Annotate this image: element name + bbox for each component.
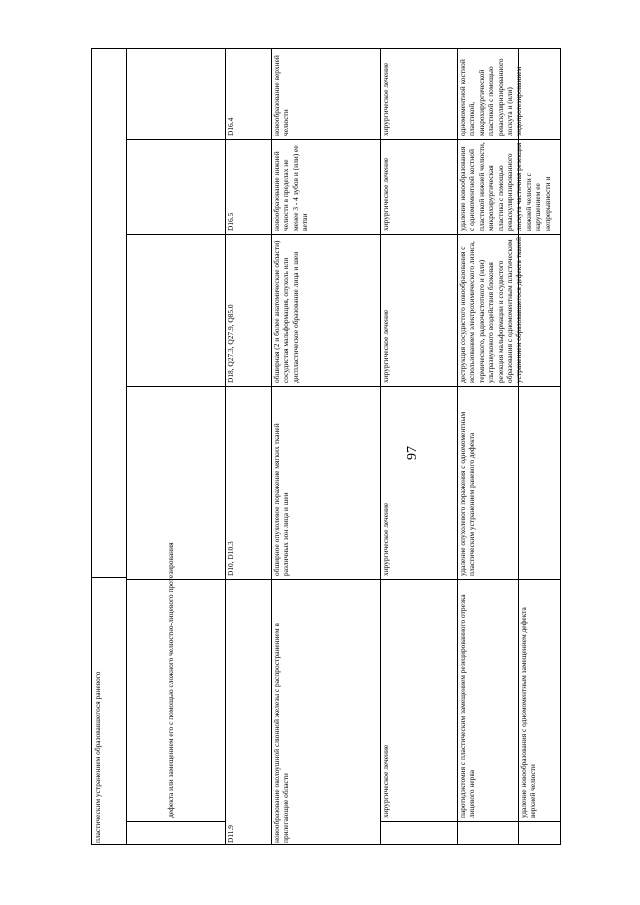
diagnosis-text: обширное опухолевое поражение мягких тканей различных зон лица и шеи (272, 423, 291, 576)
header-continuation: пластическим устранением образовавшегося раневого (93, 671, 102, 843)
code-cell (225, 579, 271, 846)
treatment-text: хирургическое лечение (381, 744, 390, 818)
code-cell (225, 234, 271, 386)
method-cell (457, 49, 524, 139)
treatment-text: хирургическое лечение (381, 309, 390, 383)
table-hline (126, 821, 225, 822)
code-text: D10, D10.3 (226, 541, 235, 576)
page-number-text: 97 (405, 446, 420, 460)
treatment-cell (380, 386, 457, 579)
method-text: удаление новообразования с одномоментным замещением дефекта верхней челюсти (519, 607, 538, 818)
diagnosis-cell (271, 139, 380, 234)
diagnosis-text: обширная (2 и более анатомические области) сосудистая мальформация, опухоль или диспластическое образование лица и шеи (272, 240, 300, 383)
diagnosis-cell (271, 579, 380, 846)
code-text: D18, Q27.3, Q27.9, Q85.0 (226, 304, 235, 383)
treatment-cell (380, 579, 457, 821)
diagnosis-text: новообразование нижней челюсти в пределах не менее 3 - 4 зубов и (или) ее ветви (272, 145, 310, 231)
method-cell (457, 234, 524, 386)
treatment-text: хирургическое лечение (381, 502, 390, 576)
method-text: одномоментной костной пластикой, микрохирургической пластикой с помощью реваскуляризированного лоскута и (или) эндопротезированием (458, 58, 524, 136)
diagnosis-text: новообразование околоушной слюнной железы с распространением в прилегающие области (272, 623, 291, 843)
diagnosis-cell (271, 386, 380, 579)
method-text: удаление новообразования с одномоментной костной пластикой нижней челюсти, микрохирургическая пластика с помощью реваскуляризированного лоскута частичная резекция нижней челюсти с нарушением ее непрерывности и (458, 142, 552, 231)
treatment-table (91, 48, 561, 845)
treatment-cell (380, 234, 457, 386)
treatment-text: хирургическое лечение (381, 157, 390, 231)
code-text: D16.4 (226, 117, 235, 136)
treatment-text: хирургическое лечение (381, 62, 390, 136)
diagnosis-cell (271, 49, 380, 139)
code-cell (225, 49, 271, 139)
diagnosis-cell (271, 234, 380, 386)
method-text: паротидэктомия с пластическим замещением резецированного отрезка лицевого нерва (458, 594, 477, 818)
method-cell (457, 139, 552, 234)
code-text: D16.5 (226, 212, 235, 231)
code-text: D11.9 (226, 825, 235, 843)
code-cell (225, 139, 271, 234)
diagnosis-text: новообразование верхней челюсти (272, 55, 291, 136)
method-cell (518, 579, 562, 821)
header-cell (92, 577, 126, 846)
method-cell (457, 386, 518, 579)
method-text: удаление опухолевого поражения с одномоментным пластическим устранением раневого дефекта (458, 411, 477, 576)
table-hline (380, 821, 560, 822)
code-cell (225, 386, 271, 579)
method-text: деструкция сосудистого новообразования с использованием электрохимического лизиса, термического, радиочастотного и (или) ультразвукового воздействия блоковая резекция мальформации и сосудистого образования с одномоментным пластическим устранением образовавшегося дефекта тканей (458, 237, 524, 383)
treatment-cell (380, 139, 457, 234)
treatment-cell (380, 49, 457, 139)
group-cell (126, 49, 225, 821)
group-text: дефекта или замещением его с помощью сложного челюстно-лицевого протезирования (166, 542, 175, 818)
method-cell (457, 579, 518, 821)
